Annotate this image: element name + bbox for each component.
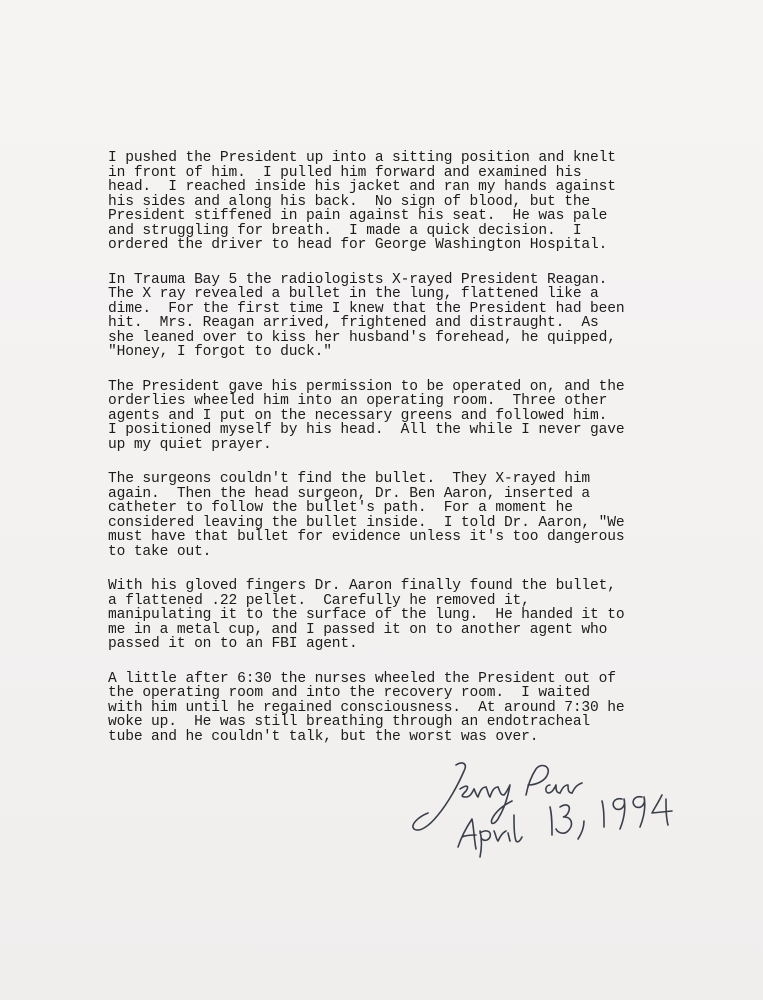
paragraph-6 (108, 672, 668, 745)
paragraph-2 (108, 273, 668, 360)
text-line: The President gave his permission to be operated on, and the (108, 378, 625, 395)
text-line: agents and I put on the necessary greens and followed him. (108, 407, 608, 424)
text-line: she leaned over to kiss her husband's forehead, he quipped, (108, 329, 616, 346)
paragraph-4 (108, 472, 668, 559)
text-line: The X ray revealed a bullet in the lung, flattened like a (108, 286, 599, 302)
text-line: with him until he regained consciousness. At around 7:30 he (108, 699, 625, 716)
letter-body (108, 151, 668, 764)
text-line: again. Then the head surgeon, Dr. Ben Aaron, inserted a (108, 485, 591, 502)
text-line: The surgeons couldn't find the bullet. They X-rayed him (108, 471, 591, 487)
text-line: considered leaving the bullet inside. I told Dr. Aaron, "We (108, 514, 625, 531)
text-line: woke up. He was still breathing through an endotracheal (108, 714, 591, 730)
paragraph-3 (108, 380, 668, 453)
text-line: in front of him. I pulled him forward and examined his (108, 164, 582, 181)
text-line: up my quiet prayer. (108, 436, 272, 453)
text-line: catheter to follow the bullet's path. For a moment he (108, 500, 573, 516)
text-line: his sides and along his back. No sign of blood, but the (108, 193, 591, 210)
text-line: manipulating it to the surface of the lung. He handed it to (108, 607, 625, 623)
signature-ink (400, 755, 700, 865)
text-line: and struggling for breath. I made a quick decision. I (108, 222, 582, 239)
text-line: me in a metal cup, and I passed it on to another agent who (108, 621, 608, 638)
text-line: A little after 6:30 the nurses wheeled the President out of (108, 670, 616, 687)
text-line: the operating room and into the recovery room. I waited (108, 685, 591, 701)
text-line: hit. Mrs. Reagan arrived, frightened and distraught. As (108, 315, 599, 331)
text-line: In Trauma Bay 5 the radiologists X-rayed President Reagan. (108, 271, 608, 288)
text-line: to take out. (108, 543, 212, 560)
text-line: head. I reached inside his jacket and ran my hands against (108, 179, 616, 195)
text-line: a flattened .22 pellet. Carefully he removed it, (108, 592, 530, 609)
text-line: I positioned myself by his head. All the while I never gave (108, 422, 625, 438)
text-line: dime. For the first time I knew that the President had been (108, 300, 625, 317)
text-line: must have that bullet for evidence unless it's too dangerous (108, 529, 625, 545)
text-line: ordered the driver to head for George Washington Hospital. (108, 237, 608, 253)
text-line: President stiffened in pain against his seat. He was pale (108, 208, 608, 224)
text-line: I pushed the President up into a sitting position and knelt (108, 150, 616, 166)
text-line: passed it on to an FBI agent. (108, 636, 358, 652)
text-line: orderlies wheeled him into an operating room. Three other (108, 393, 608, 409)
handwritten-signature (400, 755, 700, 865)
paragraph-5 (108, 579, 668, 652)
text-line: "Honey, I forgot to duck." (108, 344, 332, 360)
paragraph-1 (108, 151, 668, 253)
text-line: With his gloved fingers Dr. Aaron finally found the bullet, (108, 578, 616, 594)
text-line: tube and he couldn't talk, but the worst was over. (108, 728, 539, 745)
